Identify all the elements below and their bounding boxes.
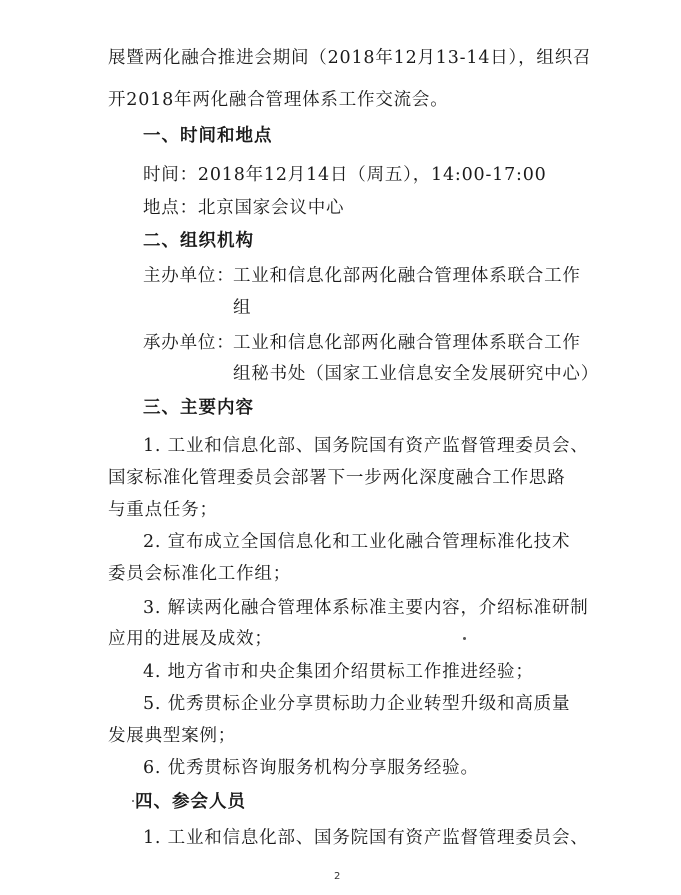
content-item-1-line-3: 与重点任务；	[108, 500, 218, 520]
scan-speck	[463, 637, 466, 640]
host-line-1: 工业和信息化部两化融合管理体系联合工作	[233, 266, 581, 286]
content-item-2-line-2: 委员会标准化工作组；	[108, 564, 291, 584]
intro-line-2: 开2018年两化融合管理体系工作交流会。	[108, 90, 449, 110]
section-heading-organization: 二、组织机构	[143, 231, 254, 251]
time-line: 时间：2018年12月14日（周五），14:00-17:00	[143, 165, 547, 185]
host-line-2: 组	[233, 298, 252, 318]
section-heading-time-place: 一、时间和地点	[143, 126, 273, 146]
scan-speck	[132, 800, 134, 802]
organizer-label: 承办单位：	[143, 333, 235, 353]
content-item-2-line-1: 2. 宣布成立全国信息化和工业化融合管理标准化技术	[143, 532, 571, 552]
content-item-1-line-1: 1. 工业和信息化部、国务院国有资产监督管理委员会、	[143, 436, 589, 456]
section-heading-main-content: 三、主要内容	[143, 398, 254, 418]
organizer-line-2: 组秘书处（国家工业信息安全发展研究中心）	[233, 364, 599, 384]
content-item-3-line-2: 应用的进展及成效；	[108, 629, 273, 649]
content-item-1-line-2: 国家标准化管理委员会部署下一步两化深度融合工作思路	[108, 468, 566, 488]
host-label: 主办单位：	[143, 266, 235, 286]
page-number: 2	[334, 871, 341, 882]
section-heading-attendees: 四、参会人员	[135, 792, 246, 812]
attendee-item-1-line-1: 1. 工业和信息化部、国务院国有资产监督管理委员会、	[143, 828, 589, 848]
content-item-5-line-1: 5. 优秀贯标企业分享贯标助力企业转型升级和高质量	[143, 694, 571, 714]
content-item-5-line-2: 发展典型案例；	[108, 726, 237, 746]
content-item-4-line-1: 4. 地方省市和央企集团介绍贯标工作推进经验；	[143, 662, 534, 682]
intro-line-1: 展暨两化融合推进会期间（2018年12月13-14日），组织召	[108, 48, 592, 68]
content-item-3-line-1: 3. 解读两化融合管理体系标准主要内容，介绍标准研制	[143, 598, 589, 618]
content-item-6-line-1: 6. 优秀贯标咨询服务机构分享服务经验。	[143, 758, 479, 778]
organizer-line-1: 工业和信息化部两化融合管理体系联合工作	[233, 333, 581, 353]
place-line: 地点：北京国家会议中心	[143, 198, 345, 218]
